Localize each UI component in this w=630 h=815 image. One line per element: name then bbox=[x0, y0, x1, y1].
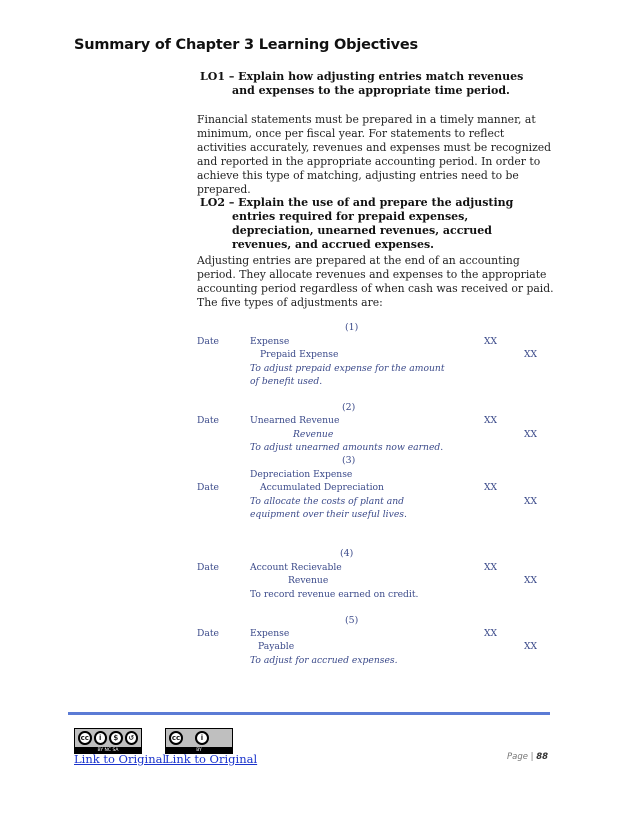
entry-3-date: Date bbox=[197, 482, 219, 493]
entry-2-debit-amount: XX bbox=[484, 415, 498, 426]
entry-1-memo-line1: To adjust prepaid expense for the amount bbox=[250, 363, 445, 374]
entry-1-credit-account: Prepaid Expense bbox=[260, 349, 339, 360]
cc-by-badge[interactable] bbox=[165, 728, 233, 754]
entry-3-memo-line1: To allocate the costs of plant and bbox=[250, 496, 405, 507]
lo1-number: LO1 bbox=[200, 70, 225, 83]
entry-2-memo-line1: To adjust unearned amounts now earned. bbox=[250, 442, 444, 453]
cc-by-nc-sa-badge[interactable] bbox=[74, 728, 142, 754]
entry-4-memo-line1: To record revenue earned on credit. bbox=[250, 589, 419, 600]
entry-3-debit-amount: XX bbox=[484, 482, 498, 493]
footer-divider bbox=[68, 712, 550, 715]
entry-1-credit-amount: XX bbox=[524, 349, 538, 360]
entry-3-credit-amount: XX bbox=[524, 496, 538, 507]
entry-4-credit-account: Revenue bbox=[288, 575, 329, 586]
noncommercial-icon: $ bbox=[109, 731, 123, 745]
entry-1-date: Date bbox=[197, 336, 219, 347]
lo1-text: – Explain how adjusting entries match revenues and expenses to the appropriate time period. bbox=[228, 70, 524, 97]
entry-2-debit-account: Unearned Revenue bbox=[250, 415, 340, 426]
person-icon: i bbox=[195, 731, 209, 745]
entry-3-memo-line2: equipment over their useful lives. bbox=[250, 509, 407, 520]
entry-5-memo-line1: To adjust for accrued expenses. bbox=[250, 655, 398, 666]
entry-5-credit-account: Payable bbox=[258, 641, 295, 652]
link-to-original-2[interactable]: Link to Original bbox=[165, 752, 258, 766]
entry-1-debit-amount: XX bbox=[484, 336, 498, 347]
entry-5-credit-amount: XX bbox=[524, 641, 538, 652]
entry-3-credit-account: Accumulated Depreciation bbox=[260, 482, 384, 493]
paragraph-adjusting: Adjusting entries are prepared at the end of an accounting period. They allocate revenues and expenses to the appropriate accounting period regardless of when cash was received or paid. The five types of adjustments are: bbox=[197, 254, 554, 309]
entry-5-debit-account: Expense bbox=[250, 628, 290, 639]
link-to-original-1[interactable]: Link to Original bbox=[74, 752, 167, 766]
entry-2-credit-account: Revenue bbox=[293, 429, 334, 440]
share-alike-icon: ↺ bbox=[125, 731, 139, 745]
entry-2-label: (2) bbox=[342, 402, 356, 413]
entry-1-memo-line2: of benefit used. bbox=[250, 376, 323, 387]
page-number bbox=[507, 752, 548, 762]
entry-2-date: Date bbox=[197, 415, 219, 426]
entry-5-debit-amount: XX bbox=[484, 628, 498, 639]
person-icon: i bbox=[94, 731, 108, 745]
entry-4-debit-account: Account Recievable bbox=[250, 562, 342, 573]
cc-icon: cc bbox=[78, 731, 92, 745]
entry-3-label: (3) bbox=[342, 455, 356, 466]
learning-objective-2 bbox=[200, 196, 545, 252]
badge-1-caption: BY NC SA bbox=[74, 748, 142, 754]
entry-4-credit-amount: XX bbox=[524, 575, 538, 586]
entry-4-date: Date bbox=[197, 562, 219, 573]
lo2-number: LO2 bbox=[200, 196, 225, 209]
lo2-text: – Explain the use of and prepare the adjusting entries required for prepaid expenses, depreciation, unearned revenues, accrued revenues, and accrued expenses. bbox=[228, 196, 514, 251]
entry-2-credit-amount: XX bbox=[524, 429, 538, 440]
paragraph-matching: Financial statements must be prepared in a timely manner, at minimum, once per fiscal year. For statements to reflect activities accurately, revenues and expenses must be recognized and reported in the appropriate accounting period. In order to achieve this type of matching, adjusting entries need to be prepared. bbox=[197, 113, 552, 196]
entry-1-debit-account: Expense bbox=[250, 336, 290, 347]
entry-4-label: (4) bbox=[340, 548, 354, 559]
page-prefix: Page | bbox=[507, 752, 537, 762]
badge-2-caption: BY bbox=[165, 748, 233, 754]
entry-3-debit-account: Depreciation Expense bbox=[250, 469, 353, 480]
entry-4-debit-amount: XX bbox=[484, 562, 498, 573]
page-number-value: 88 bbox=[536, 752, 549, 762]
page-title: Summary of Chapter 3 Learning Objectives bbox=[74, 37, 418, 53]
cc-icon: cc bbox=[169, 731, 183, 745]
learning-objective-1 bbox=[200, 70, 545, 98]
entry-5-date: Date bbox=[197, 628, 219, 639]
entry-1-label: (1) bbox=[345, 322, 359, 333]
entry-5-label: (5) bbox=[345, 615, 359, 626]
